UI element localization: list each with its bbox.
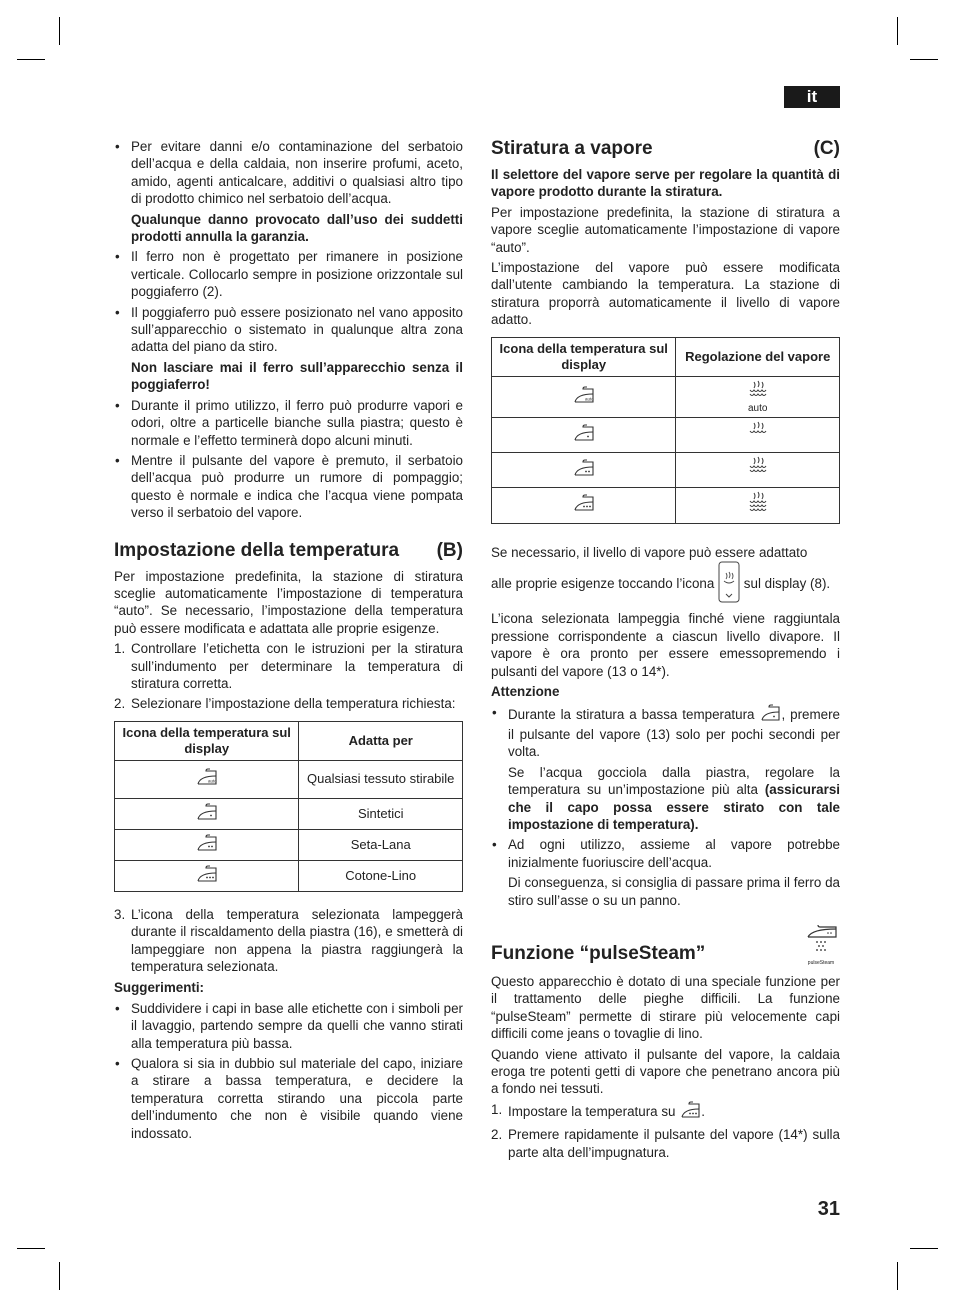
temperature-intro: Per impostazione predefinita, la stazione di stiratura sceglie automaticamente l’impostazione di temperatura “auto”. Se necessario, l’impostazione della temperatura può essere modificata e adattata alle proprie esigenze. bbox=[114, 568, 463, 636]
bullet-text: Per evitare danni e/o contaminazione del serbatoio dell’acqua e della caldaia, non inserire profumi, aceto, amido, agenti anticalcare, additivi o qualsiasi altro tipo di prodotto chimico nel serbatoio dell’acqua. bbox=[131, 139, 463, 207]
table-row bbox=[492, 487, 840, 523]
table-header-icon: Icona della temperatura sul display bbox=[115, 721, 299, 760]
temperature-heading-tag: (B) bbox=[436, 539, 463, 561]
pulse-heading-row bbox=[491, 923, 840, 965]
adapt-paragraph bbox=[491, 544, 840, 561]
step-3 bbox=[114, 906, 463, 976]
warning-text: Qualunque danno provocato dall’uso dei suddetti prodotti annulla la garanzia. bbox=[131, 211, 463, 245]
safety-bullet bbox=[114, 397, 463, 449]
tip-item: • Suddividere i capi in base alle etichette con i simboli per il lavaggio, partendo sempre da quelli che vanno stirati alla temperatura più bassa. bbox=[114, 1000, 463, 1052]
steam-heading bbox=[491, 138, 840, 160]
safety-bullet bbox=[114, 138, 463, 208]
pulse-step-2 bbox=[491, 1126, 840, 1161]
step-text: L’icona della temperatura selezionata lampeggerà durante il riscaldamento della piastra (16), e smetterà di lampeggiare non appena la piastra raggiungerà la temperatura selezionata. bbox=[131, 906, 463, 974]
crop-mark bbox=[17, 59, 45, 60]
steam-table bbox=[491, 337, 840, 524]
steam-select-icon bbox=[718, 561, 740, 607]
table-row bbox=[115, 760, 463, 798]
steam-auto-icon bbox=[676, 376, 840, 417]
iron-one-dot-icon bbox=[115, 798, 299, 829]
iron-one-dot-icon bbox=[759, 704, 781, 726]
iron-auto-icon bbox=[492, 376, 676, 417]
step-text: Selezionare l’impostazione della temperatura richiesta: bbox=[131, 696, 456, 712]
bullet-text: Il ferro non è progettato per rimanere in posizione verticale. Collocarlo sempre in posizione orizzontale sul poggiaferro (2). bbox=[131, 249, 463, 300]
pulse-paragraph-1: Questo apparecchio è dotato di una speciale funzione per il trattamento delle pieghe difficili. La funzione “pulseSteam” permette di stirare più velocemente capi difficili come jeans o tovaglie di lino. bbox=[491, 973, 840, 1042]
step-number: 3. bbox=[114, 906, 126, 922]
attention-heading: Attenzione bbox=[491, 684, 560, 700]
step-1 bbox=[114, 640, 463, 692]
crop-mark bbox=[59, 1262, 60, 1290]
attention-sub-1 bbox=[491, 764, 840, 834]
attention-text: Ad ogni utilizzo, assieme al vapore potrebbe inizialmente fuoriuscire dell’acqua. bbox=[508, 837, 840, 870]
adapt-text-1: Se necessario, il livello di vapore può essere adattato bbox=[491, 544, 808, 560]
pulse-step-1: 1. Impostare la temperatura su . bbox=[491, 1101, 840, 1123]
table-row bbox=[492, 376, 840, 417]
step-number: 1. bbox=[114, 641, 126, 657]
attention-text: Di conseguenza, si consiglia di passare prima il ferro da stiro sull’asse o su un panno. bbox=[508, 875, 840, 908]
steam-heading-tag: (C) bbox=[813, 138, 840, 159]
tips-list bbox=[114, 1000, 463, 1142]
pulsesteam-logo bbox=[803, 923, 839, 966]
attention-bold-text: (assicurarsi che il capo possa essere stirato con tale impostazione di temperatura). bbox=[508, 782, 840, 832]
warning-text: Non lasciare mai il ferro sull’apparecchio senza il poggiaferro! bbox=[131, 359, 463, 393]
bullet-warning bbox=[114, 359, 463, 394]
step-number: 2. bbox=[491, 1127, 503, 1143]
step-text: Premere rapidamente il pulsante del vapore (14*) sulla parte alta dell’impugnatura. bbox=[508, 1127, 840, 1160]
pulse-paragraph-2: Quando viene attivato il pulsante del vapore, la caldaia eroga tre potenti getti di vapore che penetrano ancora più a fondo nei tessuti. bbox=[491, 1046, 840, 1097]
table-row bbox=[115, 829, 463, 860]
safety-bullets bbox=[114, 138, 463, 522]
steam-bold-intro: Il selettore del vapore serve per regolare la quantità di vapore prodotto durante la stiratura. bbox=[491, 167, 840, 200]
bullet-text: Mentre il pulsante del vapore è premuto, il serbatoio dell’acqua può produrre un rumore di pompaggio; questo è normale e indica che l’acqua viene pompata verso il serbatoio del vapore. bbox=[131, 452, 463, 521]
table-cell-suitable: Cotone-Lino bbox=[299, 860, 463, 891]
left-column bbox=[114, 138, 463, 1145]
table-header-steam: Regolazione del vapore bbox=[676, 337, 840, 376]
crop-mark bbox=[17, 1248, 45, 1249]
table-row bbox=[115, 798, 463, 829]
steam-heading-text: Stiratura a vapore bbox=[491, 138, 653, 159]
steam-paragraph-1: Per impostazione predefinita, la stazione di stiratura a vapore sceglie automaticamente l’impostazione di vapore “auto”. bbox=[491, 204, 840, 255]
table-cell-suitable: Seta-Lana bbox=[299, 829, 463, 860]
pulse-heading: Funzione “pulseSteam” bbox=[491, 942, 706, 964]
temperature-table bbox=[114, 721, 463, 892]
iron-one-dot-icon bbox=[492, 417, 676, 452]
attention-item-1 bbox=[491, 704, 840, 761]
safety-bullet bbox=[114, 452, 463, 522]
right-column bbox=[491, 138, 840, 1164]
bullet-warning bbox=[114, 211, 463, 246]
language-tab: it bbox=[784, 86, 840, 108]
attention-text: Se l’acqua gocciola dalla piastra, regolare la temperatura su un’impostazione più alta bbox=[508, 764, 840, 798]
step-number: 1. bbox=[491, 1101, 503, 1117]
blink-paragraph: L’icona selezionata lampeggia finché viene raggiuntala pressione corrispondente a ciascun livello divapore. Il vapore è ora pronto per essere emessopremendo i pulsanti del vapore (13 o 14*). bbox=[491, 611, 840, 679]
bullet-text: Il poggiaferro può essere posizionato nel vano apposito sull’apparecchio o sistemato in qualunque altra zona adatta del piano da stiro. bbox=[131, 304, 463, 355]
safety-bullet bbox=[114, 248, 463, 300]
temperature-heading bbox=[114, 540, 463, 562]
temperature-heading-text: Impostazione della temperatura bbox=[114, 539, 400, 561]
table-row bbox=[492, 417, 840, 452]
iron-two-dot-icon bbox=[115, 829, 299, 860]
steam-paragraph-2: L’impostazione del vapore può essere modificata dall’utente cambiando la temperatura. La stazione di stiratura proporrà automaticamente il livello di vapore adatto. bbox=[491, 260, 840, 328]
adapt-text-3: sul display (8). bbox=[743, 575, 831, 591]
iron-three-dot-icon bbox=[115, 860, 299, 891]
steam-auto-label: auto bbox=[747, 402, 768, 414]
table-row bbox=[492, 452, 840, 487]
step-2 bbox=[114, 695, 463, 712]
crop-mark bbox=[910, 1248, 938, 1249]
steam-medium-icon bbox=[676, 452, 840, 487]
svg-text:auto: auto bbox=[584, 396, 594, 402]
bullet-text: Durante il primo utilizzo, il ferro può produrre vapori e odori, oltre a particelle bianche sulla piastra; questo è normale e l’effetto terminerà dopo alcuni minuti. bbox=[131, 397, 463, 448]
svg-text:auto: auto bbox=[207, 778, 217, 784]
table-cell-suitable: Qualsiasi tessuto stirabile bbox=[299, 760, 463, 798]
crop-mark bbox=[59, 17, 60, 45]
iron-three-dot-icon bbox=[679, 1101, 701, 1123]
tip-item: • Qualora si sia in dubbio sul materiale del capo, iniziare a stirare a bassa temperatura, e decidere la temperatura corretta stirando una piccola parte dell’indumento che non è visibile quando viene indossato. bbox=[114, 1055, 463, 1142]
iron-three-dot-icon bbox=[492, 487, 676, 523]
tips-heading: Suggerimenti: bbox=[114, 980, 205, 996]
step-text: Controllare l’etichetta con le istruzioni per la stiratura sull’indumento per determinare la temperatura di stiratura corretta. bbox=[131, 641, 463, 691]
page-number: 31 bbox=[817, 1198, 840, 1220]
crop-mark bbox=[897, 17, 898, 45]
iron-two-dot-icon bbox=[492, 452, 676, 487]
attention-text: , premere il pulsante del vapore (13) solo per pochi secondi per volta. bbox=[508, 706, 840, 760]
steam-high-icon bbox=[676, 487, 840, 523]
crop-mark bbox=[910, 59, 938, 60]
steam-low-icon bbox=[676, 417, 840, 452]
step-text: Impostare la temperatura su bbox=[508, 1103, 676, 1119]
safety-bullet bbox=[114, 304, 463, 356]
table-cell-suitable: Sintetici bbox=[299, 798, 463, 829]
attention-item-2 bbox=[491, 836, 840, 871]
step-number: 2. bbox=[114, 696, 126, 712]
crop-mark bbox=[897, 1262, 898, 1290]
adapt-paragraph-2 bbox=[491, 561, 840, 607]
iron-auto-icon bbox=[115, 760, 299, 798]
attention-sub-2 bbox=[491, 874, 840, 909]
pulsesteam-logo-label: pulseSteam bbox=[807, 960, 835, 967]
table-row bbox=[115, 860, 463, 891]
table-header-icon: Icona della temperatura sul display bbox=[492, 337, 676, 376]
table-header-suitable: Adatta per bbox=[299, 721, 463, 760]
attention-text: Durante la stiratura a bassa temperatura bbox=[508, 706, 755, 722]
adapt-text-2: alle proprie esigenze toccando l’icona bbox=[491, 575, 715, 591]
